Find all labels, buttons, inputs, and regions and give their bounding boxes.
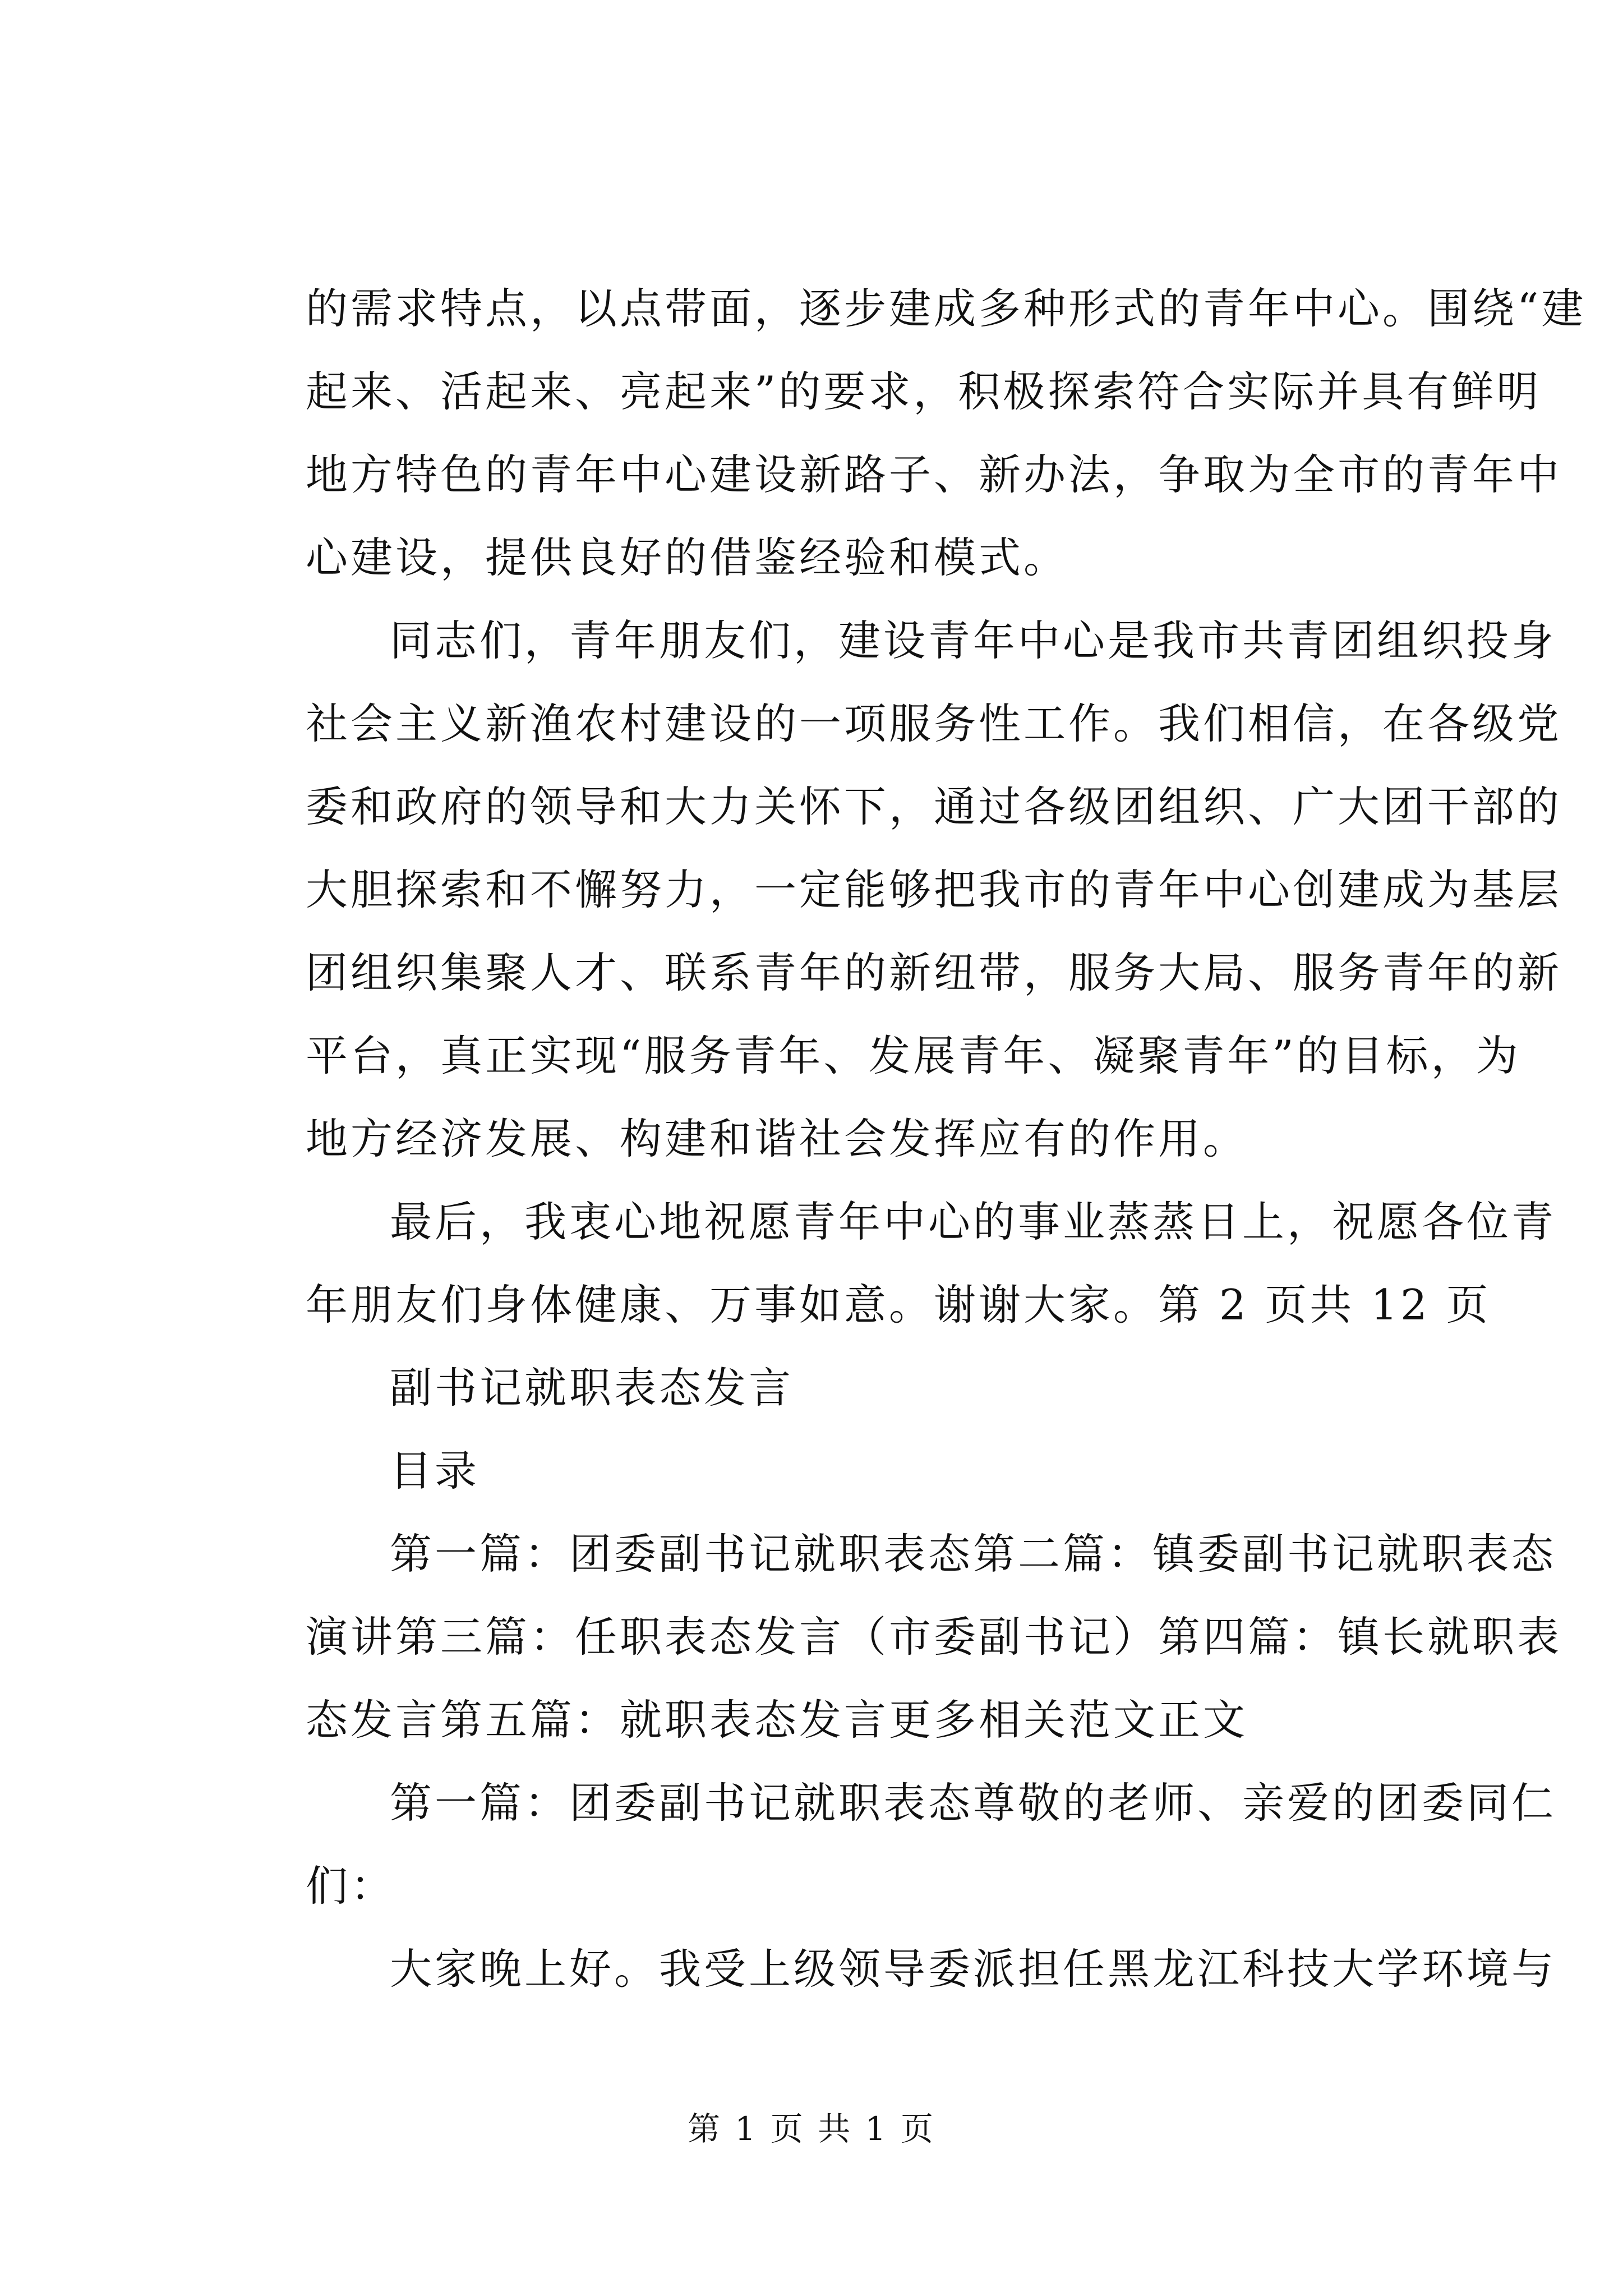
text-line: 大胆探索和不懈努力，一定能够把我市的青年中心创建成为基层 [306, 865, 1562, 914]
text-line: 地方特色的青年中心建设新路子、新办法，争取为全市的青年中 [306, 450, 1562, 499]
toc-line: 演讲第三篇：任职表态发言（市委副书记）第四篇：镇长就职表 [306, 1612, 1562, 1662]
section-heading: 副书记就职表态发言 [390, 1363, 794, 1412]
text-line: 团组织集聚人才、联系青年的新纽带，服务大局、服务青年的新 [306, 948, 1562, 997]
text-line: 心建设，提供良好的借鉴经验和模式。 [306, 533, 1069, 582]
page-footer: 第 1 页 共 1 页 [688, 2110, 935, 2148]
toc-heading: 目录 [390, 1446, 480, 1496]
toc-line: 态发言第五篇：就职表态发言更多相关范文正文 [306, 1695, 1248, 1745]
text-line: 年朋友们身体健康、万事如意。谢谢大家。第 2 页共 12 页 [306, 1280, 1491, 1329]
document-body [306, 267, 1587, 2010]
text-line: 大家晚上好。我受上级领导委派担任黑龙江科技大学环境与 [390, 1944, 1557, 1994]
toc-line: 第一篇：团委副书记就职表态第二篇：镇委副书记就职表态 [390, 1529, 1557, 1579]
text-line: 最后，我衷心地祝愿青年中心的事业蒸蒸日上，祝愿各位青 [390, 1197, 1557, 1246]
text-line: 平台，真正实现“服务青年、发展青年、凝聚青年”的目标，为 [306, 1031, 1521, 1080]
text-line: 社会主义新渔农村建设的一项服务性工作。我们相信，在各级党 [306, 699, 1562, 748]
text-line: 的需求特点，以点带面，逐步建成多种形式的青年中心。围绕“建 [306, 284, 1587, 333]
text-line: 第一篇：团委副书记就职表态尊敬的老师、亲爱的团委同仁 [390, 1778, 1557, 1828]
text-line: 委和政府的领导和大力关怀下，通过各级团组织、广大团干部的 [306, 782, 1562, 831]
text-line: 起来、活起来、亮起来”的要求，积极探索符合实际并具有鲜明 [306, 367, 1542, 416]
text-line: 同志们，青年朋友们，建设青年中心是我市共青团组织投身 [390, 616, 1557, 665]
text-line: 们： [306, 1861, 396, 1911]
text-line: 地方经济发展、构建和谐社会发挥应有的作用。 [306, 1114, 1248, 1163]
